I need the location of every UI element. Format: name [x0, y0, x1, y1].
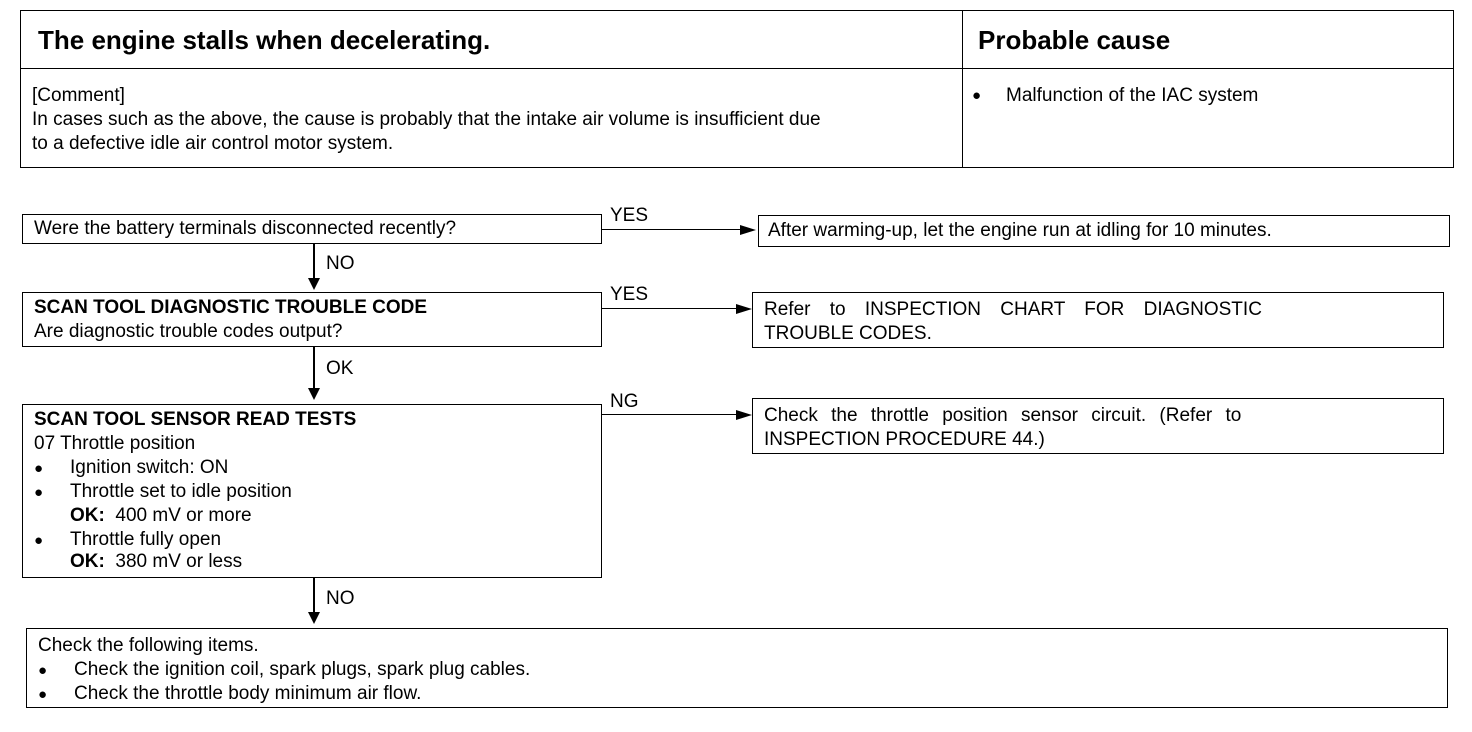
cause-item: Malfunction of the IAC system: [1006, 85, 1259, 106]
condition-3-ok-value: 380 mV or less: [115, 551, 243, 572]
step1-yes-label: YES: [610, 205, 649, 226]
final-check-1-bullet: ●: [38, 662, 48, 679]
dtc-check-title: SCAN TOOL DIAGNOSTIC TROUBLE CODE: [34, 297, 428, 318]
step2-ok-label: OK: [326, 358, 354, 379]
step2-ok-arrowhead: [308, 388, 320, 400]
comment-line-2: to a defective idle air control motor system.: [32, 133, 394, 154]
condition-3-ok-prefix: OK:: [70, 551, 105, 572]
step3-ng-connector: [602, 414, 738, 415]
condition-1-text: Ignition switch: ON: [70, 457, 229, 478]
step2-ok-connector: [313, 347, 315, 391]
warmup-result: After warming-up, let the engine run at idling for 10 minutes.: [768, 220, 1272, 241]
step2-yes-connector: [602, 308, 738, 309]
step3-ng-arrowhead: [736, 410, 752, 420]
header-row-divider: [20, 68, 1454, 69]
final-check-1: [38, 658, 530, 683]
battery-question: Were the battery terminals disconnected recently?: [34, 218, 457, 239]
tps-circuit-result-line-1: Check the throttle position sensor circuit. (Refer to: [764, 405, 1242, 426]
comment-label: [Comment]: [32, 85, 125, 106]
condition-2-ok: [70, 504, 252, 528]
step1-no-label: NO: [326, 253, 355, 274]
condition-2-ok-prefix: OK:: [70, 505, 105, 526]
step3-no-connector: [313, 578, 315, 614]
step1-yes-arrowhead: [740, 225, 756, 235]
condition-1-bullet: ●: [34, 460, 44, 477]
condition-3-ok: [70, 550, 242, 574]
dtc-chart-result-line-2: TROUBLE CODES.: [764, 323, 932, 344]
condition-2-ok-value: 400 mV or more: [115, 505, 252, 526]
step2-yes-arrowhead: [736, 304, 752, 314]
header-column-divider: [962, 10, 963, 168]
step3-ng-label: NG: [610, 391, 639, 412]
step3-no-label: NO: [326, 588, 355, 609]
condition-3-text: Throttle fully open: [70, 529, 222, 550]
step1-no-connector: [313, 244, 315, 280]
condition-1: [34, 456, 228, 481]
condition-3-bullet: ●: [34, 532, 44, 549]
condition-2-text: Throttle set to idle position: [70, 481, 292, 502]
cause-bullet: ●: [972, 87, 982, 104]
step3-no-arrowhead: [308, 612, 320, 624]
final-check-2-bullet: ●: [38, 686, 48, 703]
dtc-check-question: Are diagnostic trouble codes output?: [34, 321, 343, 342]
probable-cause-heading: Probable cause: [978, 25, 1171, 55]
final-check-2: [38, 682, 421, 707]
final-check-2-text: Check the throttle body minimum air flow.: [74, 683, 422, 704]
sensor-read-test-item: 07 Throttle position: [34, 433, 196, 454]
sensor-read-test-title: SCAN TOOL SENSOR READ TESTS: [34, 409, 357, 430]
final-check-1-text: Check the ignition coil, spark plugs, spark plug cables.: [74, 659, 531, 680]
final-checks-intro: Check the following items.: [38, 635, 259, 656]
step1-no-arrowhead: [308, 278, 320, 290]
comment-line-1: In cases such as the above, the cause is probably that the intake air volume is insufficient due: [32, 109, 821, 130]
condition-2-bullet: ●: [34, 484, 44, 501]
dtc-chart-result-line-1: Refer to INSPECTION CHART FOR DIAGNOSTIC: [764, 299, 1262, 320]
condition-2: [34, 480, 292, 505]
tps-circuit-result-line-2: INSPECTION PROCEDURE 44.): [764, 429, 1045, 450]
step1-yes-connector: [602, 229, 742, 230]
page-title: The engine stalls when decelerating.: [38, 25, 491, 55]
step2-yes-label: YES: [610, 284, 649, 305]
